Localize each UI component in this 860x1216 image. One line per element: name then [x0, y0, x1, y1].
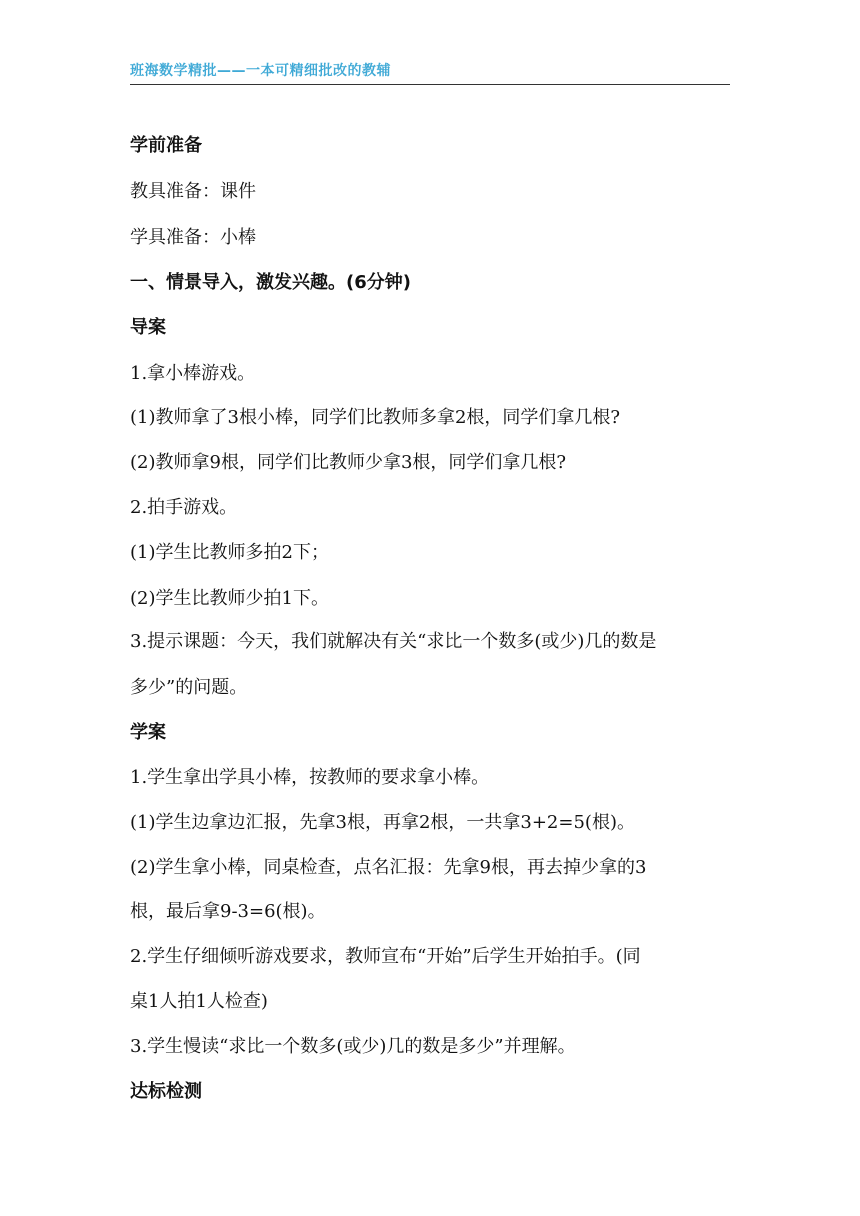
- guide-item-1-1: (1)教师拿了3根小棒，同学们比教师多拿2根，同学们拿几根?: [130, 407, 621, 428]
- prep-title: 学前准备: [130, 135, 202, 156]
- study-item-1-2-line1: (2)学生拿小棒，同桌检查，点名汇报：先拿9根，再去掉少拿的3: [130, 857, 647, 878]
- guide-title: 导案: [130, 317, 166, 338]
- guide-item-2-2: (2)学生比教师少拍1下。: [130, 588, 329, 609]
- study-item-1-1: (1)学生边拿边汇报，先拿3根，再拿2根，一共拿3+2=5(根)。: [130, 812, 635, 833]
- study-item-1-2-line2: 根，最后拿9-3=6(根)。: [130, 901, 326, 922]
- header-title: 班海数学精批——一本可精细批改的教辅: [130, 63, 391, 79]
- study-title: 学案: [130, 722, 166, 743]
- page-header: [130, 62, 730, 85]
- study-item-2-line1: 2.学生仔细倾听游戏要求，教师宣布“开始”后学生开始拍手。(同: [130, 946, 641, 967]
- guide-item-1-2: (2)教师拿9根，同学们比教师少拿3根，同学们拿几根?: [130, 452, 567, 473]
- guide-item-2-1: (1)学生比教师多拍2下；: [130, 542, 329, 563]
- check-title: 达标检测: [130, 1081, 202, 1102]
- section1-title: 一、情景导入，激发兴趣。(6分钟): [130, 272, 411, 293]
- guide-item-1: 1.拿小棒游戏。: [130, 363, 256, 384]
- teacher-prep: 教具准备：课件: [130, 181, 256, 202]
- student-prep: 学具准备：小棒: [130, 227, 256, 248]
- guide-item-3-line1: 3.提示课题：今天，我们就解决有关“求比一个数多(或少)几的数是: [130, 631, 657, 652]
- guide-item-3-line2: 多少”的问题。: [130, 677, 248, 698]
- study-item-1: 1.学生拿出学具小棒，按教师的要求拿小棒。: [130, 767, 490, 788]
- study-item-3: 3.学生慢读“求比一个数多(或少)几的数是多少”并理解。: [130, 1036, 576, 1057]
- study-item-2-line2: 桌1人拍1人检查): [130, 991, 268, 1012]
- guide-item-2: 2.拍手游戏。: [130, 497, 238, 518]
